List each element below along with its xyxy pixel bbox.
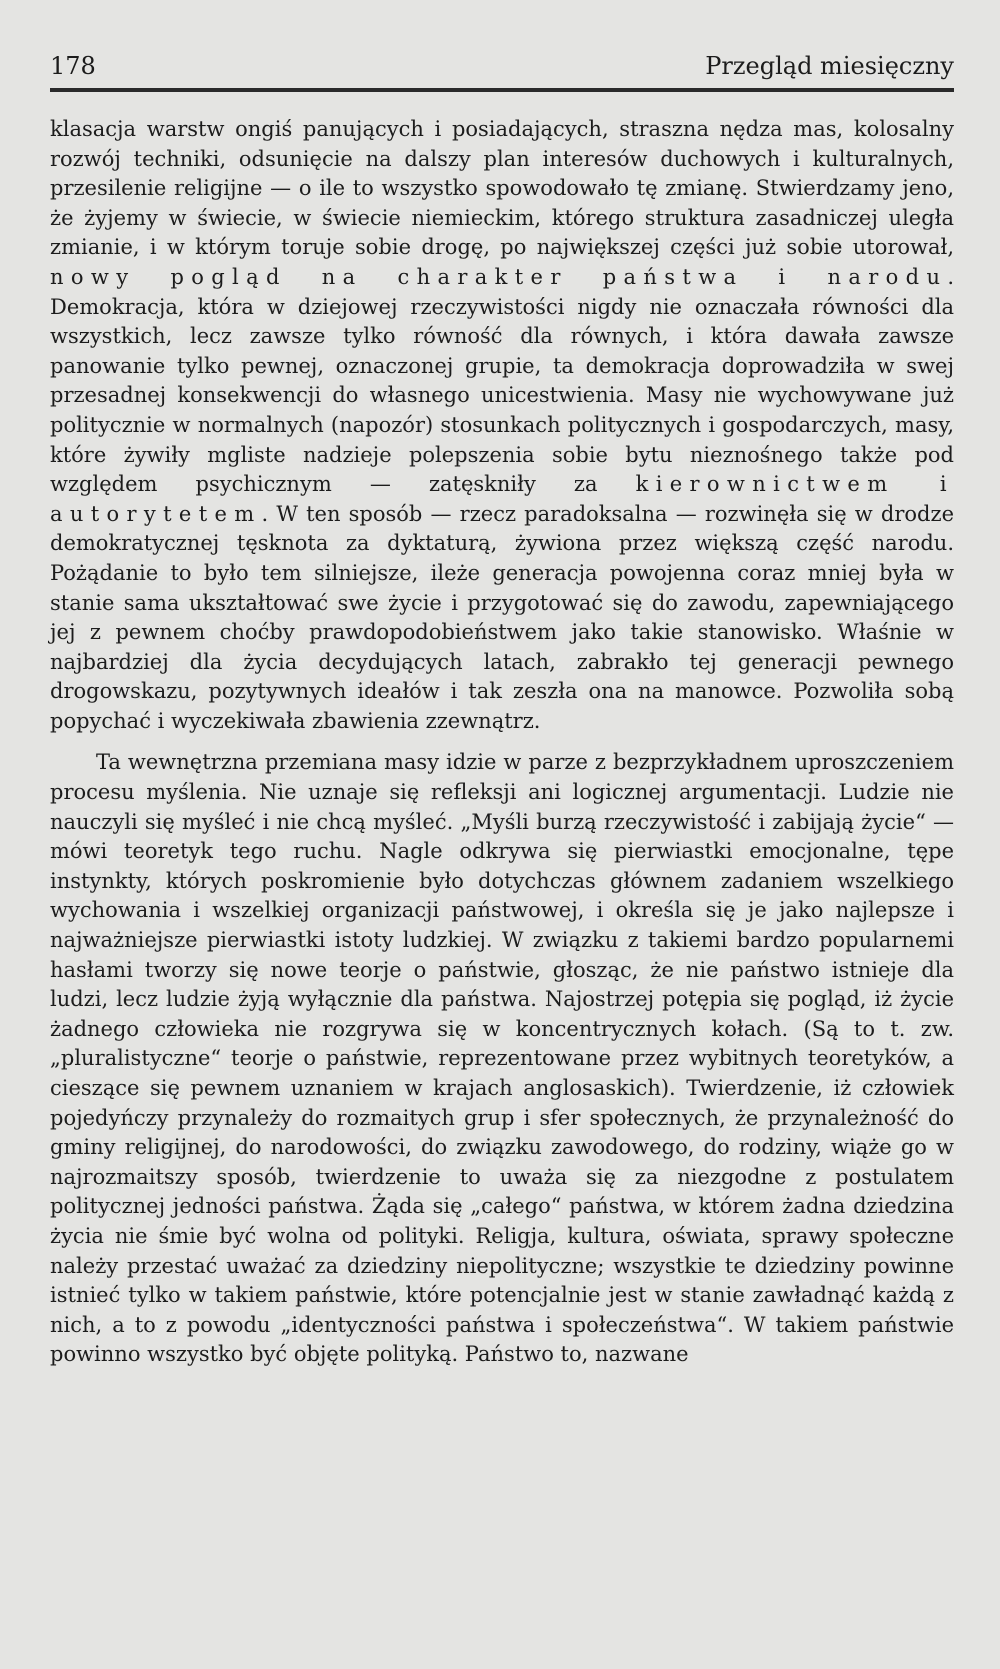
page-header: [50, 46, 954, 86]
page-number: 178: [50, 52, 96, 80]
paragraph-2: Ta wewnętrzna przemiana masy idzie w parze z bezprzykładnem uproszczeniem procesu myślenia. Nie uznaje się refleksji ani logicznej argumentacji. Ludzie nie nauczyli się myśleć i nie chcą myśleć. „Myśli burzą rzeczywistość i zabijają życie“ — mówi teoretyk tego ruchu. Nagle odkrywa się pierwiastki emocjonalne, tępe instynkty, których poskromienie było dotychczas głównem zadaniem wszelkiego wychowania i wszelkiej organizacji państwowej, i określa się je jako najlepsze i najważniejsze pierwiastki istoty ludzkiej. W związku z takiemi bardzo popularnemi hasłami tworzy się nowe teorje o państwie, głosząc, że nie państwo istnieje dla ludzi, lecz ludzie żyją wyłącznie dla państwa. Najostrzej potępia się pogląd, iż życie żadnego człowieka nie rozgrywa się w koncentrycznych kołach. (Są to t. zw. „pluralistyczne“ teorje o państwie, reprezentowane przez wybitnych teoretyków, a cieszące się pewnem uznaniem w krajach anglosaskich). Twierdzenie, iż człowiek pojedyńczy przynależy do rozmaitych grup i sfer społecznych, że przynależność do gminy religijnej, do narodowości, do związku zawodowego, do rodziny, wiąże go w najrozmaitszy sposób, twierdzenie to uważa się za niezgodne z postulatem politycznej jedności państwa. Żąda się „całego“ państwa, w którem żadna dziedzina życia nie śmie być wolna od polityki. Religja, kultura, oświata, sprawy społeczne należy przestać uważać za dziedziny niepolityczne; wszystkie te dziedziny powinne istnieć tylko w takiem państwie, które potencjalnie jest w stanie zawładnąć każdą z nich, a to z powodu „identyczności państwa i społeczeństwa“. W takiem państwie powinno wszystko być objęte polityką. Państwo to, nazwane: [50, 750, 954, 1367]
emphasis-spaced-2: kierownictwem i autorytetem: [50, 472, 954, 526]
body-text: [50, 115, 954, 1370]
running-title: Przegląd miesięczny: [705, 52, 954, 80]
paragraph-1: [50, 115, 954, 736]
paragraph-1-part-3: . W ten sposób — rzecz paradoksalna — rozwinęła się w drodze demokratycznej tęsknota za dyktaturą, żywiona przez większą część narodu. Pożądanie to było tem silniejsze, ileże generacja powojenna coraz mniej była w stanie sama ukształtować swe życie i przygotować się do zawodu, zapewniającego jej z pewnem choćby prawdopodobieństwem jako takie stanowisko. Właśnie w najbardziej dla życia decydujących latach, zabrakło tej generacji pewnego drogowskazu, pozytywnych ideałów i tak zeszła ona na manowce. Pozwoliła sobą popychać i wyczekiwała zbawienia zzewnątrz.: [50, 501, 954, 733]
emphasis-spaced-1: nowy pogląd na charakter państwa i narodu: [50, 264, 948, 289]
header-rule: [50, 88, 954, 92]
paragraph-1-part-1: klasacja warstw ongiś panujących i posiadających, straszna nędza mas, kolosalny rozwój techniki, odsunięcie na dalszy plan interesów duchowych i kulturalnych, przesilenie religijne — o ile to wszystko spowodowało tę zmianę. Stwierdzamy jeno, że żyjemy w świecie, w świecie niemieckim, którego struktura zasadniczej uległa zmianie, i w którym toruje sobie drogę, po największej części już sobie utorował,: [50, 117, 954, 260]
paragraph-1-part-2: . Demokracja, która w dziejowej rzeczywistości nigdy nie oznaczała równości dla wszystkich, lecz zawsze tylko równość dla równych, i która dawała zawsze panowanie tylko pewnej, oznaczonej grupie, ta demokracja doprowadziła w swej przesadnej konsekwencji do własnego unicestwienia. Masy nie wychowywane już politycznie w normalnych (napozór) stosunkach politycznych i gospodarczych, masy, które żywiły mgliste nadzieje polepszenia sobie bytu nieznośnego także pod względem psychicznym — zatęskniły za: [50, 264, 954, 497]
